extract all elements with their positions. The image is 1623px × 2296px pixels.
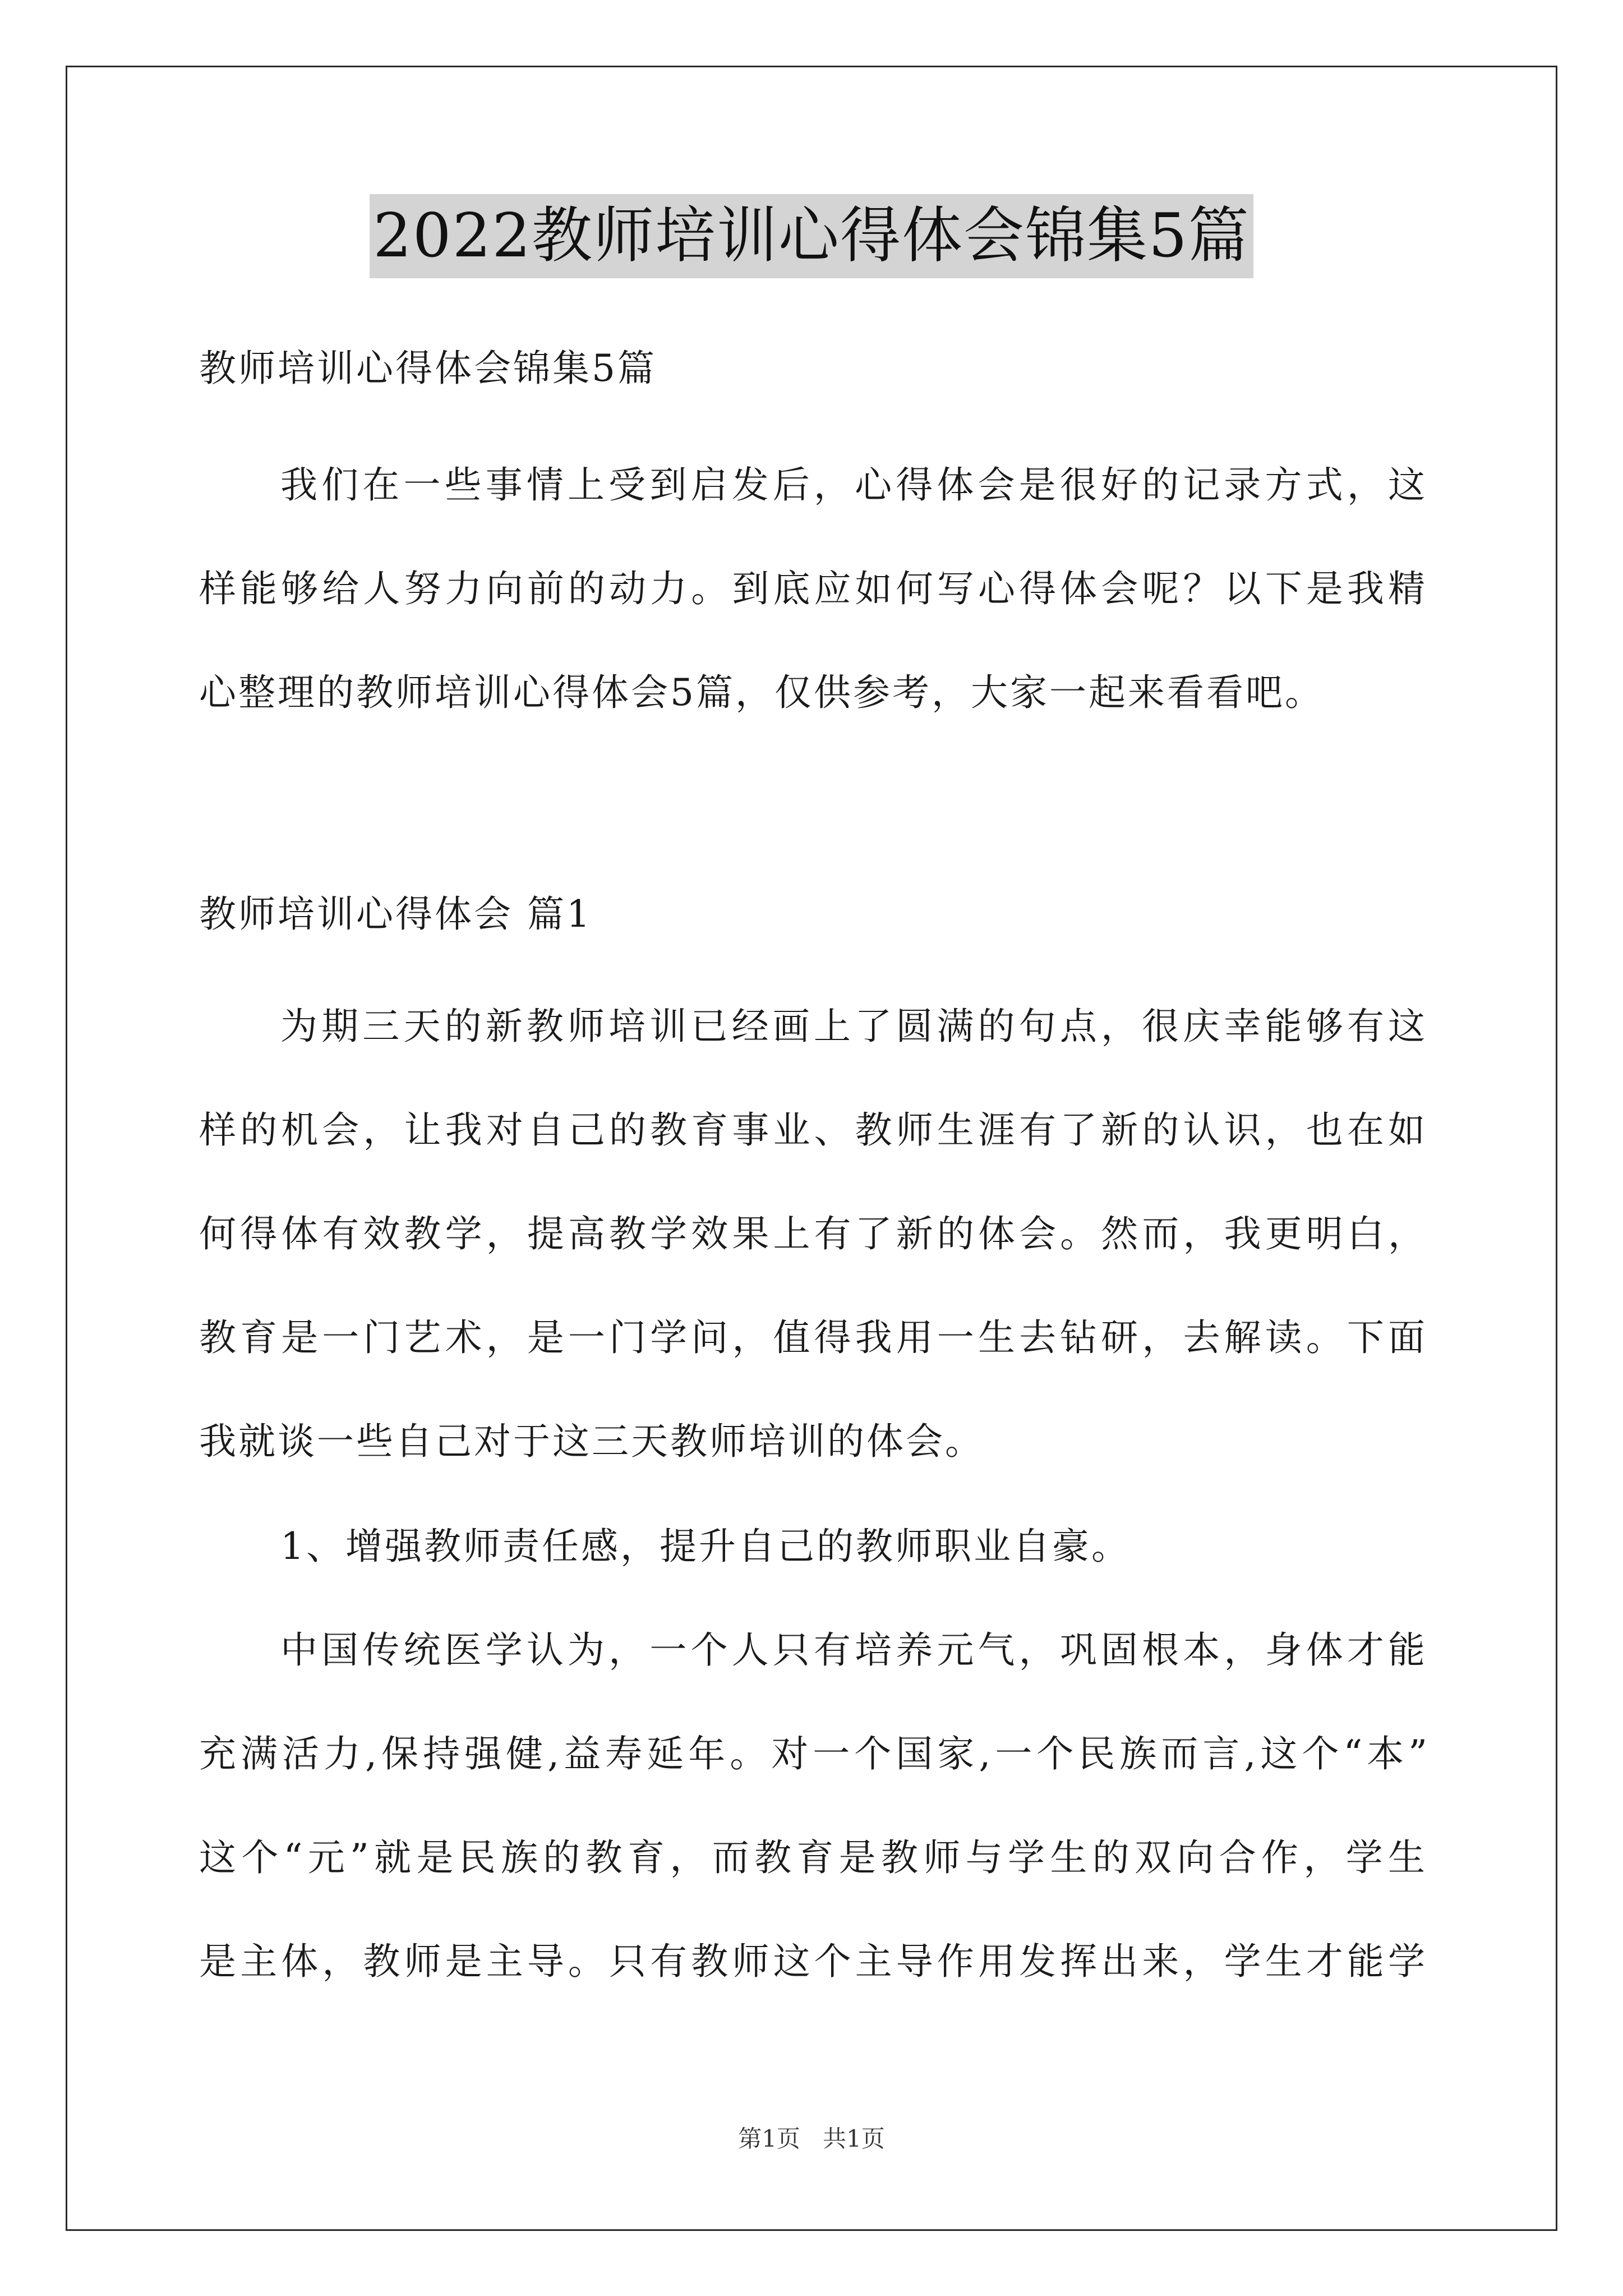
paragraph-line: 为期三天的新教师培训已经画上了圆满的句点，很庆幸能够有这 — [280, 1005, 1427, 1048]
intro-line: 我们在一些事情上受到启发后，心得体会是很好的记录方式，这 — [280, 463, 1427, 507]
page-footer: 第1页 共1页 — [738, 2125, 885, 2152]
numbered-point: 1、增强教师责任感，提升自己的教师职业自豪。 — [280, 1525, 1131, 1568]
document-subtitle: 教师培训心得体会锦集5篇 — [199, 347, 657, 390]
intro-line: 心整理的教师培训心得体会5篇，仅供参考，大家一起来看看吧。 — [199, 671, 1324, 714]
document-title: 2022教师培训心得体会锦集5篇 — [370, 194, 1253, 278]
paragraph-line: 充满活力,保持强健,益寿延年。对一个国家,一个民族而言,这个“本” — [199, 1732, 1427, 1775]
paragraph-line: 样的机会，让我对自己的教育事业、教师生涯有了新的认识，也在如 — [199, 1108, 1427, 1152]
section-heading: 教师培训心得体会 篇1 — [199, 892, 592, 936]
paragraph-line: 何得体有效教学，提高教学效果上有了新的体会。然而，我更明白， — [199, 1212, 1427, 1255]
intro-line: 样能够给人努力向前的动力。到底应如何写心得体会呢？以下是我精 — [199, 567, 1427, 610]
paragraph-line: 是主体，教师是主导。只有教师这个主导作用发挥出来，学生才能学 — [199, 1940, 1427, 1983]
paragraph-line: 教育是一门艺术，是一门学问，值得我用一生去钻研，去解读。下面 — [199, 1316, 1427, 1359]
paragraph-line: 中国传统医学认为，一个人只有培养元气，巩固根本，身体才能 — [280, 1628, 1427, 1672]
paragraph-line: 我就谈一些自己对于这三天教师培训的体会。 — [199, 1420, 984, 1463]
title-container — [0, 194, 1623, 278]
paragraph-line: 这个“元”就是民族的教育，而教育是教师与学生的双向合作，学生 — [199, 1836, 1427, 1879]
